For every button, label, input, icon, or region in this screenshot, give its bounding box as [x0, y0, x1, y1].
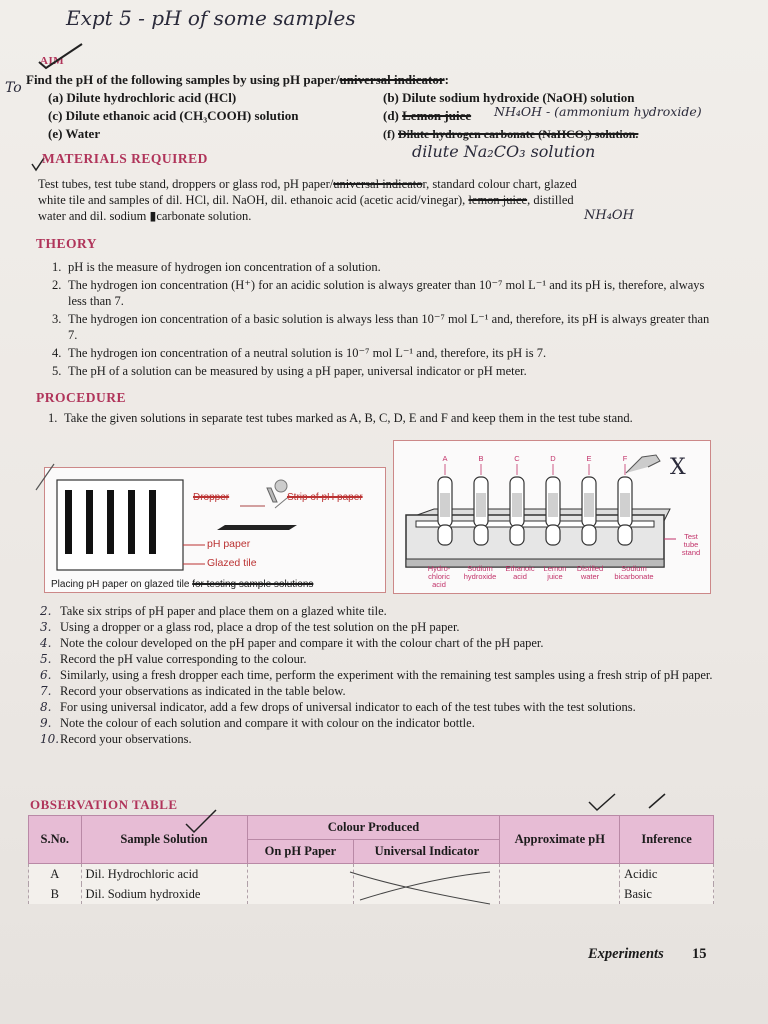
- cell-approx: [500, 884, 620, 904]
- tube-label-f: F: [622, 454, 628, 463]
- procedure-step: 7. Record your observations as indicated in the table below.: [40, 684, 346, 698]
- tube-label-c: C: [514, 454, 520, 463]
- tile-illustration: [45, 468, 385, 592]
- theory-item: 5. The pH of a solution can be measured by using a pH paper, universal indicator or pH meter.: [52, 364, 527, 378]
- table-checkmark-icon: [182, 808, 222, 836]
- materials-heading: MATERIALS REQUIRED: [42, 151, 208, 166]
- procedure-step: 8. For using universal indicator, add a few drops of universal indicator to each of the test tubes with the test solutions.: [40, 700, 636, 714]
- tube-label-d: D: [550, 454, 556, 463]
- theory-item: 2. The hydrogen ion concentration (H⁺) for an acidic solution is always greater than 10⁻⁷ mol L⁻¹ and its pH is, therefore, always less than 7.: [52, 278, 705, 308]
- procedure-heading: PROCEDURE: [36, 390, 127, 405]
- observation-heading: OBSERVATION TABLE: [30, 797, 178, 812]
- handwritten-na2co3: dilute Na₂CO₃ solution: [412, 142, 596, 161]
- aim-item-b: (b) Dilute sodium hydroxide (NaOH) solution: [383, 90, 635, 105]
- tube-label-e: E: [586, 454, 592, 463]
- label-strip: Strip of pH paper: [287, 492, 363, 503]
- tube-label-a: A: [442, 454, 448, 463]
- cross-mark: X: [670, 455, 686, 480]
- aim-item-f: (f) Dilute hydrogen carbonate (NaHCO₃) solution.: [383, 127, 639, 141]
- col-inference: Inference: [620, 816, 714, 864]
- procedure-step-1: 1. Take the given solutions in separate test tubes marked as A, B, C, D, E and F and keep them in the test tube stand.: [48, 411, 633, 425]
- col-on-ph: On pH Paper: [247, 840, 354, 864]
- page-number: 15: [692, 946, 707, 962]
- procedure-step: 9. Note the colour of each solution and compare it with colour on the indicator bottle.: [40, 716, 475, 730]
- theory-heading: THEORY: [36, 236, 98, 251]
- sample-label: Distilled water: [576, 564, 604, 581]
- label-ph-paper: pH paper: [207, 538, 251, 550]
- checkmarks-icon: [585, 792, 675, 814]
- aim-item-d: (d) Lemon juice: [383, 108, 472, 123]
- figure-ph-paper-tile: [44, 467, 386, 593]
- label-dropper: Dropper: [193, 492, 230, 503]
- cell-sample: Dil. Hydrochloric acid: [81, 864, 247, 885]
- procedure-step: 10. Record your observations.: [40, 732, 192, 746]
- handwritten-title: Expt 5 - pH of some samples: [66, 6, 356, 30]
- handwritten-nh4oh-below: NH₄OH: [584, 208, 634, 223]
- cell-sno: A: [29, 864, 82, 885]
- handwritten-nh4oh: NH₄OH - (ammonium hydroxide): [494, 104, 702, 119]
- procedure-step: 3. Using a dropper or a glass rod, place a drop of the test solution on the pH paper.: [40, 620, 460, 634]
- figure-left-caption: Placing pH paper on glazed tile for testing sample solutions: [51, 579, 314, 590]
- sample-label: Lemon juice: [543, 564, 567, 581]
- materials-line3: water and dil. sodium ▮carbonate solution.: [38, 209, 252, 223]
- cell-inference: Basic: [620, 884, 714, 904]
- theory-item: 3. The hydrogen ion concentration of a basic solution is always less than 10⁻⁷ mol L⁻¹ and, therefore, its pH is always greater than 7.: [52, 312, 710, 342]
- procedure-step: 6. Similarly, using a fresh dropper each time, perform the experiment with the remaining test samples using a fresh strip of pH paper.: [40, 668, 713, 682]
- procedure-step: 5. Record the pH value corresponding to the colour.: [40, 652, 307, 666]
- col-universal: Universal Indicator: [354, 840, 500, 864]
- figure-test-tube-stand: [393, 440, 711, 594]
- aim-item-c: (c) Dilute ethanoic acid (CH₃COOH) solution: [48, 108, 299, 123]
- theory-item: 4. The hydrogen ion concentration of a neutral solution is 10⁻⁷ mol L⁻¹ and, therefore, its pH is 7.: [52, 346, 547, 360]
- materials-line2: white tile and samples of dil. HCl, dil. NaOH, dil. ethanoic acid (acetic acid/vinegar), lemon juice, distilled: [38, 193, 574, 207]
- theory-item: 1. pH is the measure of hydrogen ion concentration of a solution.: [52, 260, 381, 274]
- cell-inference: Acidic: [620, 864, 714, 885]
- col-approx: Approximate pH: [500, 816, 620, 864]
- sample-label: Hydro-chloric acid: [427, 564, 451, 589]
- pencil-scribble-icon: [34, 462, 58, 492]
- sample-label: Ethanoic acid: [505, 564, 535, 581]
- aim-intro: Find the pH of the following samples by using pH paper/universal indicator:: [26, 72, 449, 87]
- cell-on-ph: [247, 864, 354, 885]
- col-colour: Colour Produced: [247, 816, 500, 840]
- cell-sample: Dil. Sodium hydroxide: [81, 884, 247, 904]
- tube-label-b: B: [478, 454, 484, 463]
- aim-item-a: (a) Dilute hydrochloric acid (HCl): [48, 90, 237, 105]
- footer-label: Experiments: [588, 946, 664, 962]
- theory-list: [52, 259, 712, 381]
- col-sno: S.No.: [29, 816, 82, 864]
- cell-on-ph: [247, 884, 354, 904]
- col-sample: Sample Solution: [81, 816, 247, 864]
- sample-label: Sodium bicarbonate: [614, 564, 654, 581]
- procedure-steps: [40, 603, 715, 747]
- cell-sno: B: [29, 884, 82, 904]
- cell-approx: [500, 864, 620, 885]
- checkmark-icon: [36, 42, 86, 72]
- aim-to-annotation: To: [5, 80, 22, 96]
- stand-label: Test tube stand: [681, 532, 701, 557]
- sample-label: Sodium hydroxide: [463, 564, 497, 581]
- procedure-step: 2. Take six strips of pH paper and place them on a glazed white tile.: [40, 604, 387, 618]
- cross-out-lines: [340, 868, 510, 918]
- procedure-step: 4. Note the colour developed on the pH paper and compare it with the colour chart of the pH paper.: [40, 636, 544, 650]
- label-glazed-tile: Glazed tile: [207, 557, 257, 569]
- aim-item-e: (e) Water: [48, 126, 101, 141]
- materials-line1: Test tubes, test tube stand, droppers or glass rod, pH paper/universal indicator, standard colour chart, glazed: [38, 177, 577, 191]
- aim-heading: AIM: [40, 55, 65, 67]
